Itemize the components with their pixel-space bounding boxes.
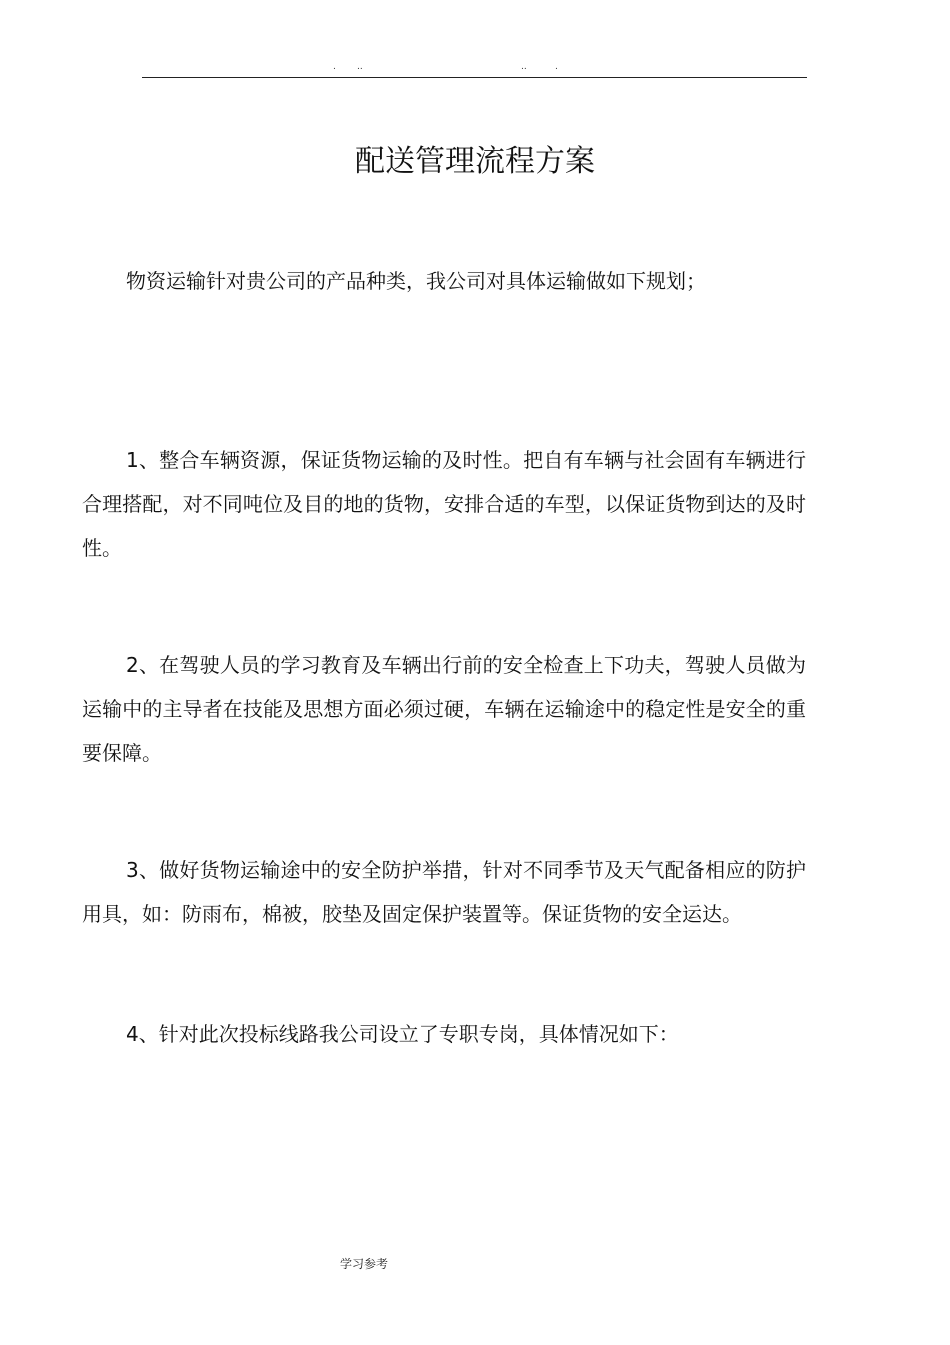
header-mark: . — [555, 62, 558, 72]
header-mark: .. — [521, 62, 527, 72]
header-marks — [0, 62, 950, 76]
header-mark: . — [333, 62, 336, 72]
item-paragraph-3: 3、做好货物运输途中的安全防护举措，针对不同季节及天气配备相应的防护用具，如：防雨布，棉被，胶垫及固定保护装置等。保证货物的安全运达。 — [82, 858, 806, 926]
footer-text: 学习参考 — [339, 1257, 388, 1271]
item-paragraph-1: 1、整合车辆资源，保证货物运输的及时性。把自有车辆与社会固有车辆进行合理搭配，对不同吨位及目的地的货物，安排合适的车型，以保证货物到达的及时性。 — [82, 448, 806, 560]
item-paragraph-4: 4、针对此次投标线路我公司设立了专职专岗，具体情况如下： — [126, 1022, 679, 1046]
header-mark: .. — [357, 62, 363, 72]
page-title: 配送管理流程方案 — [355, 144, 595, 179]
item-paragraph-2: 2、在驾驶人员的学习教育及车辆出行前的安全检查上下功夫，驾驶人员做为运输中的主导者在技能及思想方面必须过硬，车辆在运输途中的稳定性是安全的重要保障。 — [82, 653, 806, 765]
header-rule — [142, 77, 807, 78]
intro-paragraph: 物资运输针对贵公司的产品种类，我公司对具体运输做如下规划； — [126, 269, 706, 293]
